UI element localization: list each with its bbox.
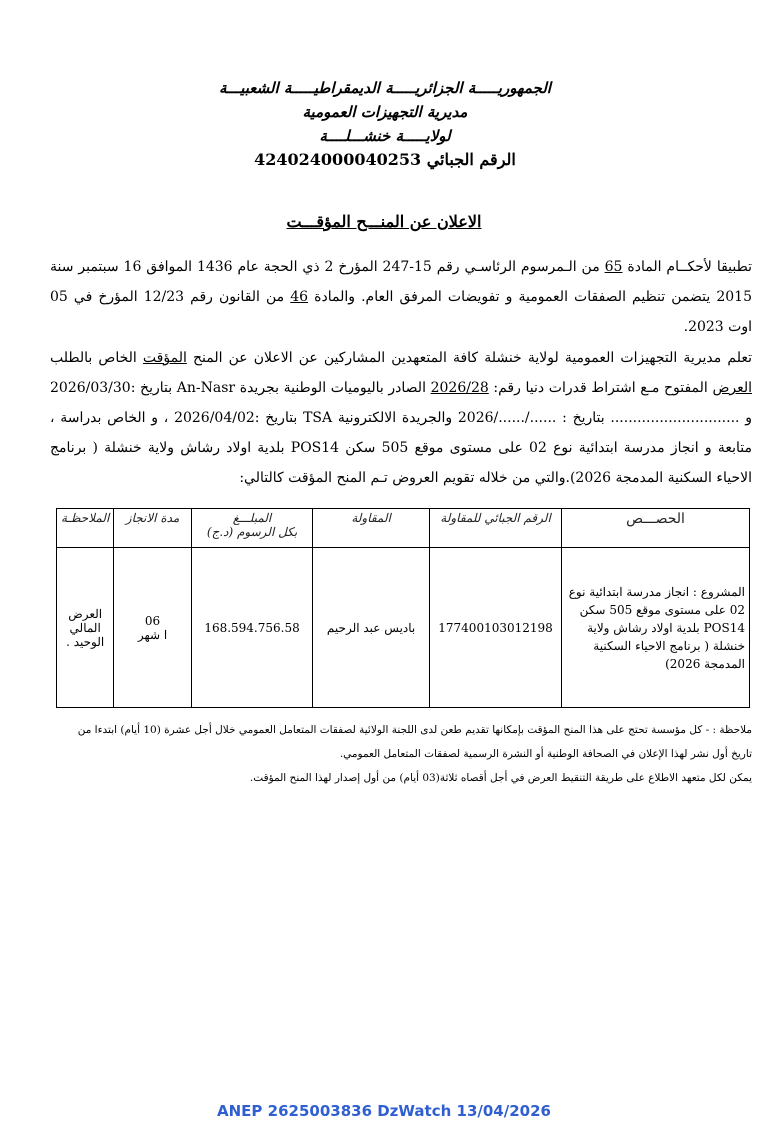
cell-duration (114, 548, 192, 708)
header-fiscal-number: الرقم الجبائي 424024000040253 (254, 150, 516, 169)
header-republic: الجمهوريـــــة الجزائريـــــة الديمقراطيـــــة الشعبيـــة (219, 79, 551, 97)
para1-text-c: من القانون رقم 12/23 المؤرخ في 05 اوت 2023. (50, 289, 752, 335)
note-line-1: ملاحظة : - كل مؤسسة تحتج على هذا المنح المؤقت بإمكانها تقديم طعن لدى اللجنة الولائية لصفقات المتعامل العمومي خلال أجل عشرة (10 أيام) ابتدءا من (77, 724, 752, 736)
paragraph-announcement (50, 343, 752, 493)
header-duration: مدة الانجاز (114, 509, 192, 548)
para1-article2: 46 (290, 289, 309, 305)
notes (50, 718, 752, 790)
para2-provisional: المؤقت (142, 350, 187, 366)
notice-title: الاعلان عن المنـــح المؤقـــت (286, 212, 482, 231)
note-line-2: تاريخ أول نشر لهذا الإعلان في الصحافة الوطنية أو النشرة الرسمية لصفقات المتعامل العمومي. (339, 748, 752, 760)
para2-tender-number: 2026/28 (430, 380, 489, 396)
para2-text-e: المفتوح مـع اشتراط قدرات دنيا رقم: (488, 380, 713, 396)
para2-text-a: تعلم مديرية التجهيزات العمومية لولاية خنشلة كافة المتعهدين المشاركين عن الاعلان عن المنح (186, 350, 753, 366)
paragraph-legal-basis (50, 252, 752, 342)
cell-duration-value: 06 (144, 613, 161, 628)
para2-offer: العرض (712, 380, 752, 396)
para1-text-a: تطبيقا لأحكــام المادة (622, 259, 753, 275)
header-company: المقاولة (313, 509, 430, 548)
cell-duration-unit: ا شهر (137, 627, 168, 642)
para2-text-f: الصادر باليوميات الوطنية بجريدة An-Nasr بتاريخ :2026/03/30 و ............................. بتاريخ : ....../....../2026 والجريدة الالكترونية TSA بتاريخ :2026/04/02 ، و الخاص بدراسة ، متابعة و انجاز مدرسة ابتدائية نوع 02 على مستوى موقع 505 سكن POS14 بلدية اولاد رشاش ولاية خنشلة ( برنامج الاحياء السكنية المدمجة 2026).والتي من خلاله تقويم العروض تـم المنح المؤقت كالتالي: (50, 380, 752, 486)
award-table (56, 508, 750, 708)
para1-text-b: من الـمرسوم الرئاسـي رقم 15-247 المؤرخ 2 ذي الحجة عام 1436 الموافق 16 سبتمبر سنة 2015 يتضمن تنظيم الصفقات العمومية و تفويضات المرفق العام. والمادة (50, 259, 752, 305)
cell-remarks: العرض المالي الوحيد . (57, 548, 114, 708)
table-row (57, 548, 750, 708)
header-amount (191, 509, 312, 548)
para2-text-c: الخاص بالطلب (50, 350, 143, 366)
header-lot: الحصـــص (562, 509, 750, 548)
header-amount-line2: بكل الرسوم (د.ج) (206, 525, 298, 539)
table-header-row (57, 509, 750, 548)
cell-company: باديس عبد الرحيم (313, 548, 430, 708)
footer-reference: ANEP 2625003836 DzWatch 13/04/2026 (217, 1102, 551, 1120)
cell-amount: 168.594.756.58 (191, 548, 312, 708)
header-amount-line1: المبلـــغ (232, 511, 272, 525)
header-remarks: الملاحظـة (57, 509, 114, 548)
header-province: لولايـــــة خنشـــلــــة (319, 127, 451, 145)
note-line-3: يمكن لكل متعهد الاطلاع على طريقة التنقيط العرض في أجل أقصاه ثلاثة(03 أيام) من أول إصدار لهذا المنح المؤقت. (249, 772, 752, 784)
header-directorate: مديرية التجهيزات العمومية (302, 103, 468, 121)
header-fiscal: الرقم الجبائي للمقاولة (429, 509, 561, 548)
cell-project: المشروع : انجاز مدرسة ابتدائية نوع 02 على مستوى موقع 505 سكن POS14 بلدية اولاد رشاش ولاية خنشلة ( برنامج الاحياء السكنية المدمجة 2026) (562, 548, 750, 708)
para1-article: 65 (604, 259, 623, 275)
cell-fiscal: 177400103012198 (429, 548, 561, 708)
header (200, 76, 570, 172)
